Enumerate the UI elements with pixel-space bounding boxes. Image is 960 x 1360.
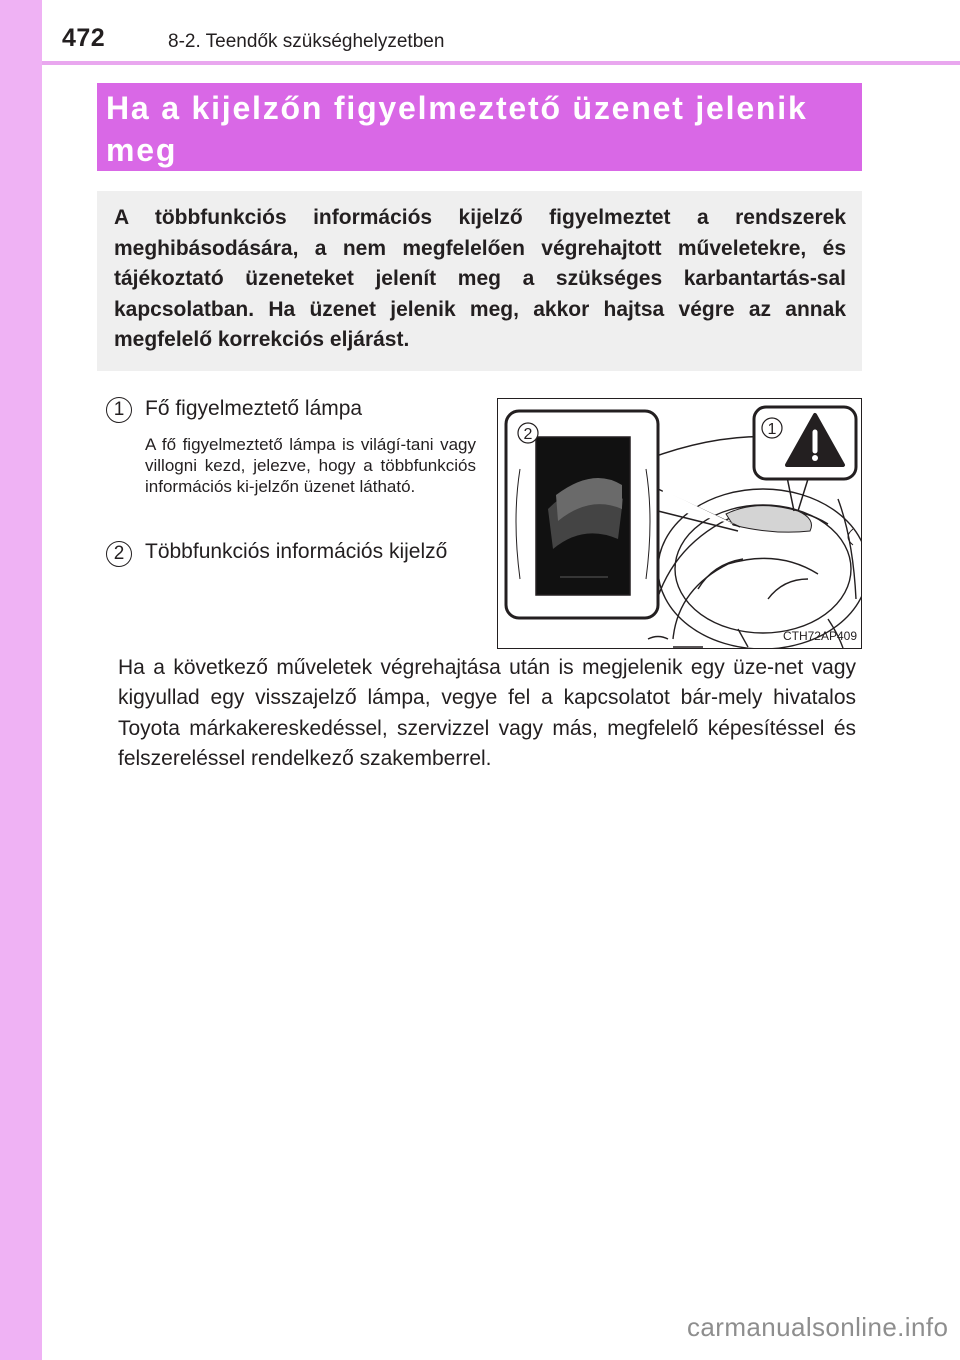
intro-text: A többfunkciós információs kijelző figyelmeztet a rendszerek meghibásodására, a nem megfelelően végrehajtott műveletekre, és tájékoztató üzeneteket jelenít meg a szükséges karbantartás-sal kapcsolatban. Ha üzenet jelenik meg, akkor hajtsa végre az annak megfelelő korrekciós eljárást. [114,206,846,351]
item-number-2: 2 [106,541,132,567]
dashboard-drawing [498,399,861,648]
title-banner [97,83,862,171]
side-color-strip [0,0,42,1360]
callout-2-label: 2 [523,426,533,443]
intro-box [97,191,862,371]
page-title: Ha a kijelzőn figyelmeztető üzenet jelenik meg [106,90,808,168]
figure-code: CTH72AP409 [782,629,857,643]
section-heading: 8-2. Teendők szükséghelyzetben [168,31,445,52]
header-rule [42,61,960,65]
watermark: carmanualsonline.info [687,1312,949,1342]
body-paragraph: Ha a következő műveletek végrehajtása után is megjelenik egy üze-net vagy kigyullad egy visszajelző lámpa, vegye fel a kapcsolatot bár-mely hivatalos Toyota márkakereskedéssel, szervizzel vagy más, megfelelő képesítéssel és felszereléssel rendelkező szakemberrel. [118,656,856,770]
item-number-1: 1 [106,397,132,423]
item-title-2: Többfunkciós információs kijelző [145,540,448,563]
dashboard-illustration [497,398,862,649]
item-description-1: A fő figyelmeztető lámpa is világí-tani vagy villogni kezd, jelezve, hogy a többfunkciós információs ki-jelzőn üzenet látható. [145,435,476,496]
callout-1-label: 1 [767,421,777,438]
item-title-1: Fő figyelmeztető lámpa [145,397,363,420]
page-number: 472 [62,24,106,52]
